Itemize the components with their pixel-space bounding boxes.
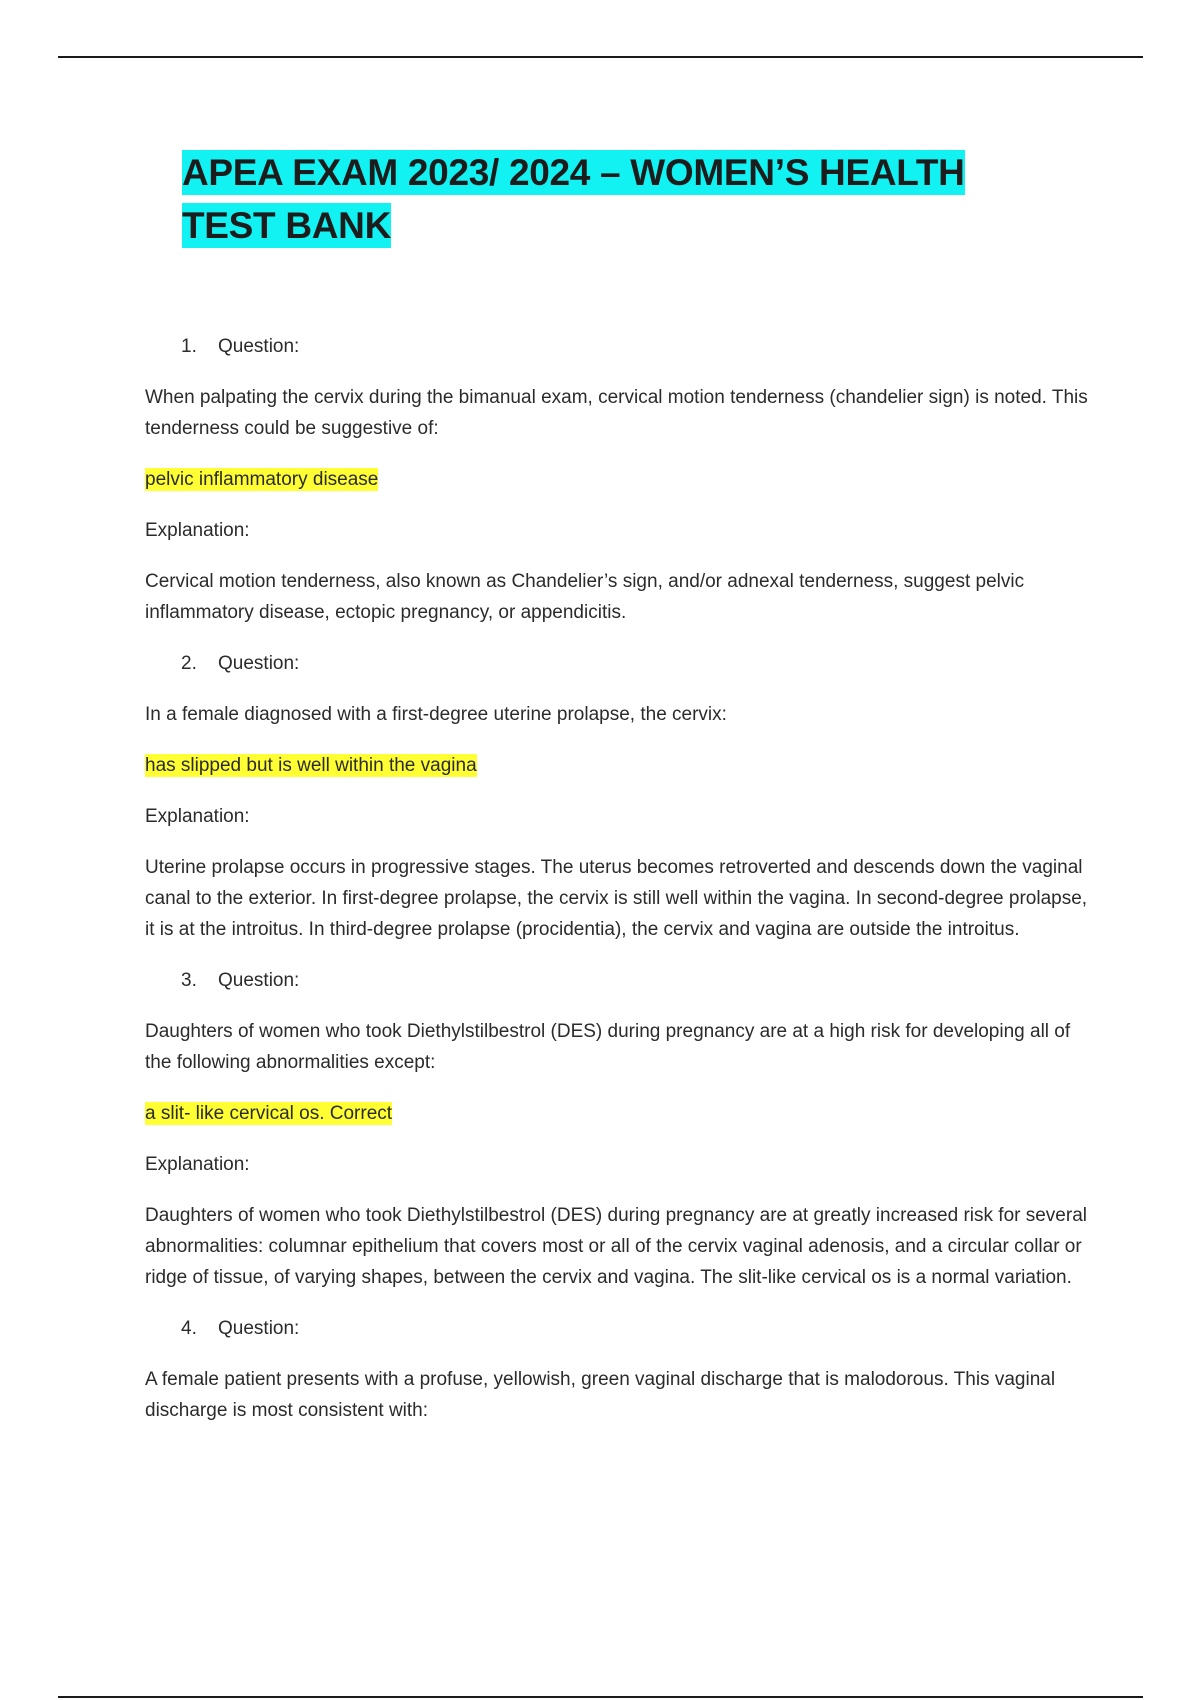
explanation-label: Explanation: (145, 806, 250, 827)
question-list (145, 331, 1095, 1446)
title-block (182, 146, 1082, 252)
explanation-label: Explanation: (145, 1154, 250, 1175)
answer-highlight (145, 464, 1095, 495)
question-number: 1. (181, 336, 197, 357)
question-label: Question: (218, 1318, 300, 1339)
top-rule (58, 56, 1143, 58)
title-line-1: APEA EXAM 2023/ 2024 – WOMEN’S HEALTH (182, 152, 965, 193)
question-text: Daughters of women who took Diethylstilbestrol (DES) during pregnancy are at a high risk for developing all of the following abnormalities except: (145, 1021, 1071, 1073)
question-text: A female patient presents with a profuse, yellowish, green vaginal discharge that is malodorous. This vaginal discharge is most consistent with: (145, 1369, 1056, 1421)
question-heading (145, 331, 1095, 362)
question-number: 2. (181, 653, 197, 674)
answer-highlight (145, 750, 1095, 781)
question-text: In a female diagnosed with a first-degree uterine prolapse, the cervix: (145, 704, 727, 725)
explanation-text: Daughters of women who took Diethylstilbestrol (DES) during pregnancy are at greatly increased risk for several abnormalities: columnar epithelium that covers most or all of the cervix vaginal adenosis, and a circular collar or ridge of tissue, of varying shapes, between the cervix and vagina. The slit-like cervical os is a normal variation. (145, 1205, 1087, 1288)
question-number: 4. (181, 1318, 197, 1339)
answer-text: pelvic inflammatory disease (145, 469, 379, 490)
question-heading (145, 965, 1095, 996)
answer-text: has slipped but is well within the vagina (145, 755, 477, 776)
question-label: Question: (218, 336, 300, 357)
question-heading (145, 1313, 1095, 1344)
page-title (182, 146, 1082, 252)
explanation-text: Uterine prolapse occurs in progressive stages. The uterus becomes retroverted and descends down the vaginal canal to the exterior. In first-degree prolapse, the cervix is still well within the vagina. In second-degree prolapse, it is at the introitus. In third-degree prolapse (procidentia), the cervix and vagina are outside the introitus. (145, 857, 1088, 940)
question-number: 3. (181, 970, 197, 991)
question-label: Question: (218, 653, 300, 674)
question-label: Question: (218, 970, 300, 991)
explanation-label: Explanation: (145, 520, 250, 541)
question-text: When palpating the cervix during the bimanual exam, cervical motion tenderness (chandelier sign) is noted. This tenderness could be suggestive of: (145, 387, 1088, 439)
answer-text: a slit- like cervical os. Correct (145, 1103, 393, 1124)
title-line-2: TEST BANK (182, 205, 392, 246)
question-heading (145, 648, 1095, 679)
answer-highlight (145, 1098, 1095, 1129)
explanation-text: Cervical motion tenderness, also known as Chandelier’s sign, and/or adnexal tenderness, suggest pelvic inflammatory disease, ectopic pregnancy, or appendicitis. (145, 571, 1025, 623)
bottom-rule (58, 1696, 1143, 1698)
